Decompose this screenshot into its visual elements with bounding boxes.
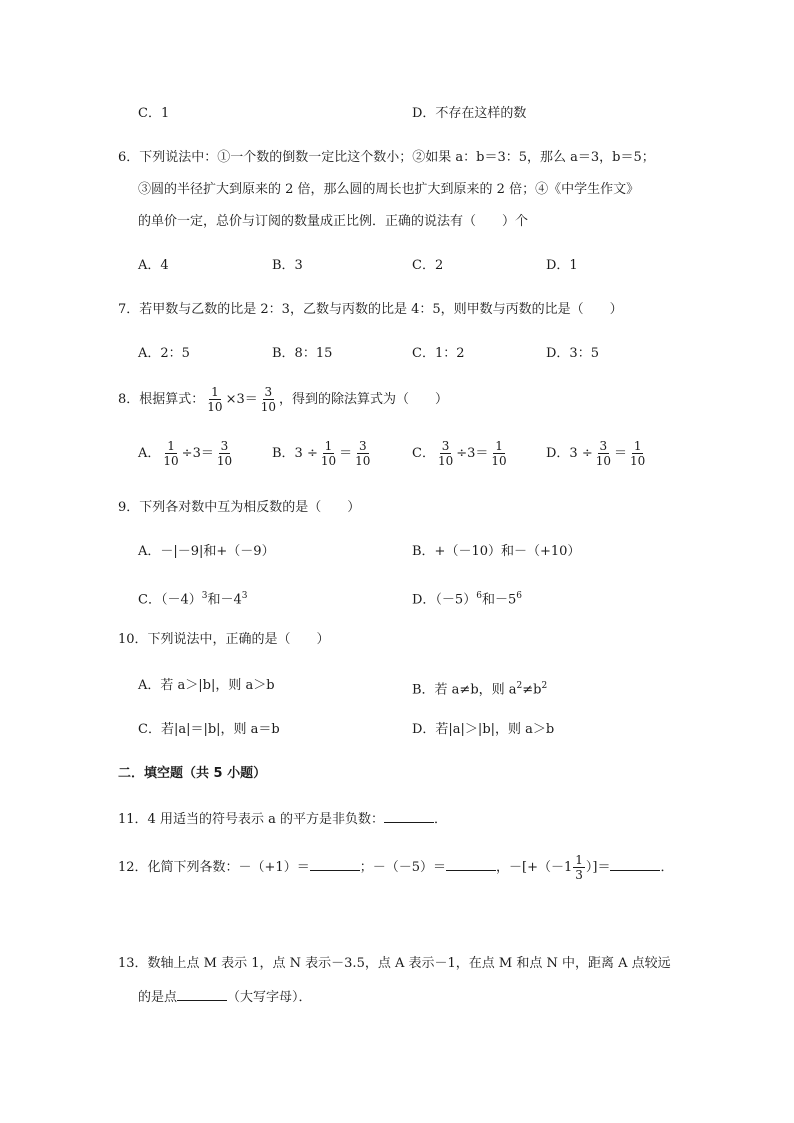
- answer-blank[interactable]: [310, 856, 360, 871]
- q7-option-a: A．2：5: [138, 346, 190, 361]
- q6-option-c: C．2: [412, 258, 444, 273]
- q10-option-d: D．若|a|＞|b|，则 a＞b: [412, 722, 555, 737]
- q8-op: ×3＝: [225, 392, 258, 407]
- q10-option-a: A．若 a＞|b|，则 a＞b: [138, 678, 275, 693]
- q13-line1: 13．数轴上点 M 表示 1，点 N 表示－3.5，点 A 表示－1，在点 M 和点 N 中，距离 A 点较远: [118, 956, 671, 971]
- fraction: $\frac{3}{10}$: [260, 385, 277, 414]
- q12: 12．化简下列各数：－（+1）＝ ；－（－5）＝ ，－[+（－1 $\frac{1}{3}$ ）]＝ ．: [118, 853, 674, 882]
- q10-stem: 10．下列说法中，正确的是（ ）: [118, 632, 330, 647]
- q7-option-d: D．3：5: [546, 346, 599, 361]
- q9-stem: 9．下列各对数中互为相反数的是（ ）: [118, 500, 361, 515]
- q8-option-a: A． $\frac{1}{10}$ ÷3＝ $\frac{3}{10}$: [138, 439, 233, 468]
- q8-prefix: 8．根据算式：: [118, 392, 205, 407]
- q5-option-c: C．1: [138, 106, 170, 121]
- q8-option-b: B．3 ÷ $\frac{1}{10}$ ＝ $\frac{3}{10}$: [272, 439, 371, 468]
- fraction: $\frac{1}{3}$: [575, 853, 583, 882]
- q7-option-b: B．8：15: [272, 346, 333, 361]
- q9-option-b: B．+（－10）和－（+10）: [412, 544, 581, 559]
- q6-option-a: A．4: [138, 258, 169, 273]
- q11: 11．4 用适当的符号表示 a 的平方是非负数： ．: [118, 808, 447, 830]
- q6-stem-line1: 6．下列说法中：①一个数的倒数一定比这个数小；②如果 a：b＝3：5，那么 a＝3，b＝5；: [118, 150, 655, 165]
- q6-option-d: D．1: [546, 258, 578, 273]
- q9-option-c: C．$(-4)^3$和$-4^3$: [138, 591, 248, 608]
- answer-blank[interactable]: [384, 808, 434, 823]
- q7-option-c: C．1：2: [412, 346, 465, 361]
- q6-stem-line2: ③圆的半径扩大到原来的 2 倍，那么圆的周长也扩大到原来的 2 倍；④《中学生作文》: [138, 182, 640, 197]
- q8-option-c: C． $\frac{3}{10}$ ÷3＝ $\frac{1}{10}$: [412, 439, 507, 468]
- answer-blank[interactable]: [177, 986, 227, 1001]
- q9-option-a: A．－|－9|和+（－9）: [138, 544, 275, 559]
- q8-suffix: ，得到的除法算式为（ ）: [279, 392, 449, 407]
- q9-option-d: D．$(-5)^6$和$-5^6$: [412, 591, 522, 608]
- answer-blank[interactable]: [446, 856, 496, 871]
- section-title-fill-in: 二．填空题（共 5 小题）: [118, 766, 267, 781]
- q6-option-b: B．3: [272, 258, 303, 273]
- q6-stem-line3: 的单价一定，总价与订阅的数量成正比例．正确的说法有（ ）个: [138, 214, 529, 229]
- q8-stem: [118, 384, 448, 416]
- q7-stem: 7．若甲数与乙数的比是 2：3，乙数与丙数的比是 4：5，则甲数与丙数的比是（ ）: [118, 302, 623, 317]
- q10-option-c: C．若|a|＝|b|，则 a＝b: [138, 722, 280, 737]
- q5-option-d: D．不存在这样的数: [412, 106, 527, 121]
- fraction: $\frac{1}{10}$: [207, 385, 223, 414]
- q10-option-b: B．若 a≠b，则 $a^2\ne b^2$: [412, 681, 548, 698]
- q8-option-d: D．3 ÷ $\frac{3}{10}$ ＝ $\frac{1}{10}$: [546, 439, 646, 468]
- q13-line2: 的是点 （大写字母）．: [138, 986, 312, 1008]
- answer-blank[interactable]: [610, 856, 660, 871]
